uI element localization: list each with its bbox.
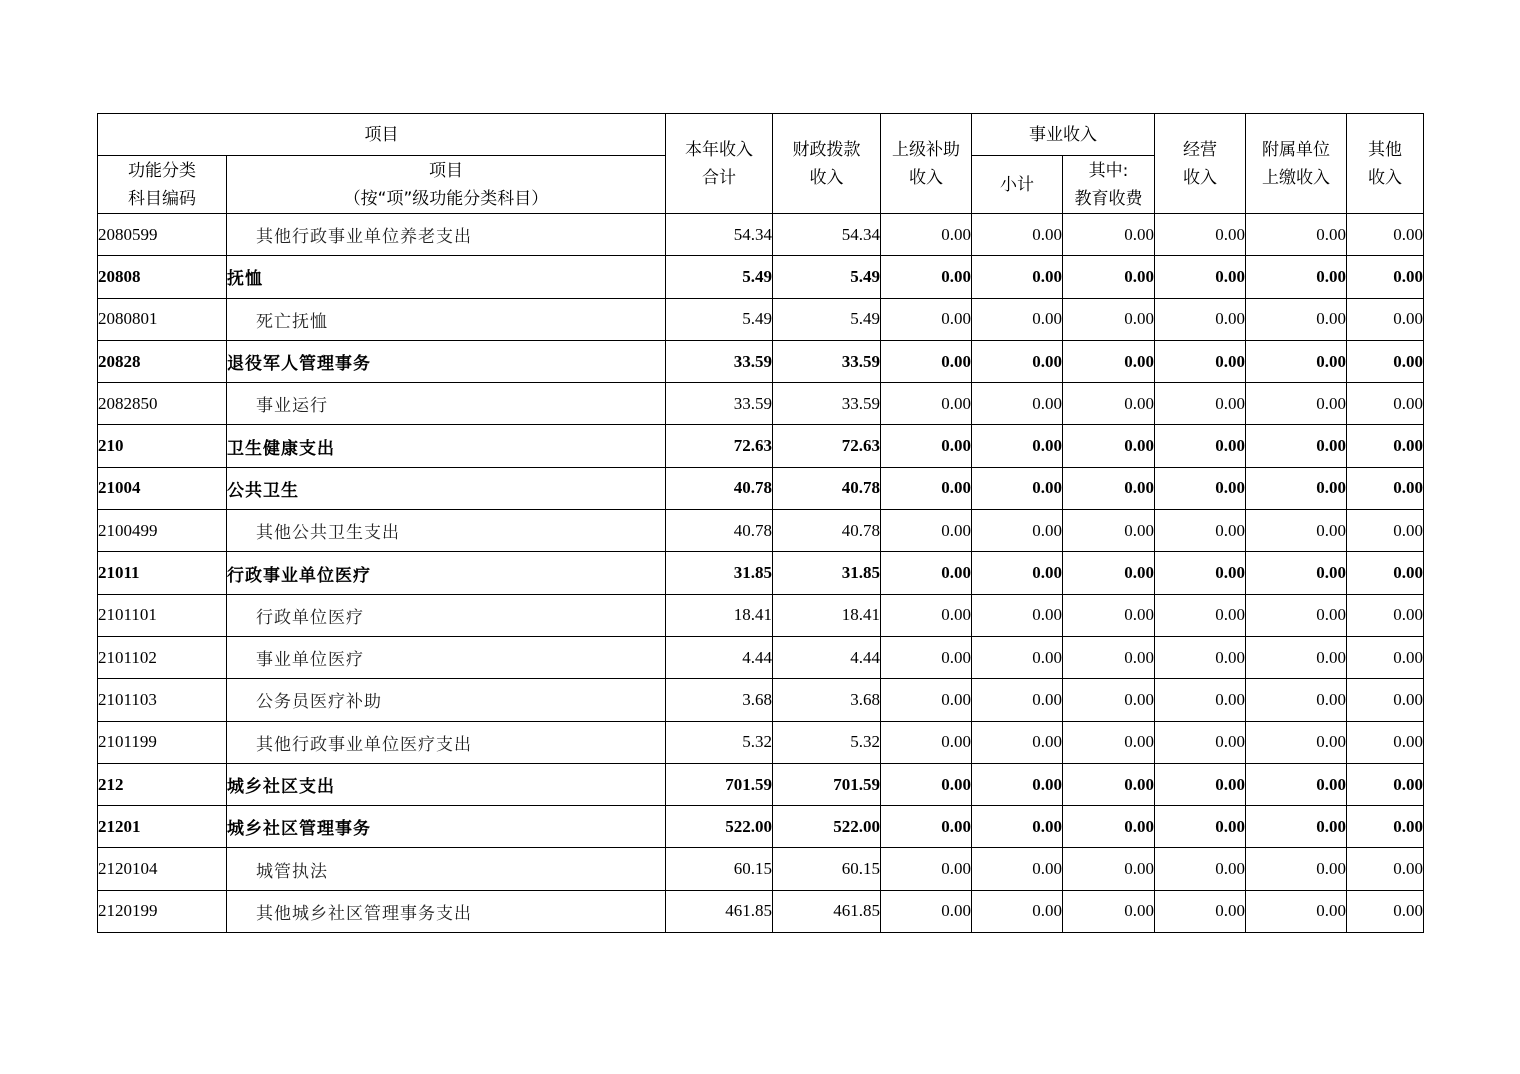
cell-other: 0.00 bbox=[1347, 510, 1424, 552]
cell-upper: 0.00 bbox=[881, 848, 972, 890]
row-name: 公共卫生 bbox=[227, 467, 666, 509]
cell-fiscal: 40.78 bbox=[773, 510, 881, 552]
header-operation-income bbox=[1155, 114, 1246, 214]
cell-fiscal: 3.68 bbox=[773, 679, 881, 721]
table-row bbox=[98, 467, 1424, 509]
cell-fiscal: 72.63 bbox=[773, 425, 881, 467]
row-name: 其他公共卫生支出 bbox=[227, 510, 666, 552]
row-name: 城乡社区支出 bbox=[227, 763, 666, 805]
cell-affiliated: 0.00 bbox=[1246, 890, 1347, 932]
cell-other: 0.00 bbox=[1347, 890, 1424, 932]
cell-education: 0.00 bbox=[1063, 425, 1155, 467]
cell-fiscal: 5.49 bbox=[773, 298, 881, 340]
cell-subtotal: 0.00 bbox=[972, 383, 1063, 425]
header-item-line2: （按“项”级功能分类科目） bbox=[343, 188, 549, 209]
row-code: 2101101 bbox=[98, 594, 227, 636]
row-code: 21011 bbox=[98, 552, 227, 594]
cell-upper: 0.00 bbox=[881, 383, 972, 425]
header-fiscal-line2: 收入 bbox=[809, 167, 844, 188]
cell-total: 18.41 bbox=[666, 594, 773, 636]
cell-education: 0.00 bbox=[1063, 763, 1155, 805]
cell-education: 0.00 bbox=[1063, 214, 1155, 256]
cell-affiliated: 0.00 bbox=[1246, 552, 1347, 594]
header-other-line1: 其他 bbox=[1368, 139, 1402, 160]
table-row bbox=[98, 594, 1424, 636]
cell-operation: 0.00 bbox=[1155, 214, 1246, 256]
cell-total: 33.59 bbox=[666, 383, 773, 425]
cell-subtotal: 0.00 bbox=[972, 594, 1063, 636]
header-edu-line2: 教育收费 bbox=[1074, 188, 1143, 209]
cell-total: 5.32 bbox=[666, 721, 773, 763]
header-fiscal-income bbox=[773, 114, 881, 214]
cell-education: 0.00 bbox=[1063, 848, 1155, 890]
cell-upper: 0.00 bbox=[881, 552, 972, 594]
cell-upper: 0.00 bbox=[881, 594, 972, 636]
cell-other: 0.00 bbox=[1347, 467, 1424, 509]
row-code: 20828 bbox=[98, 340, 227, 382]
cell-education: 0.00 bbox=[1063, 552, 1155, 594]
cell-total: 5.49 bbox=[666, 298, 773, 340]
cell-affiliated: 0.00 bbox=[1246, 340, 1347, 382]
cell-other: 0.00 bbox=[1347, 298, 1424, 340]
cell-affiliated: 0.00 bbox=[1246, 510, 1347, 552]
table-row bbox=[98, 679, 1424, 721]
cell-fiscal: 40.78 bbox=[773, 467, 881, 509]
table-header bbox=[98, 114, 1424, 214]
row-name: 行政事业单位医疗 bbox=[227, 552, 666, 594]
cell-operation: 0.00 bbox=[1155, 763, 1246, 805]
cell-other: 0.00 bbox=[1347, 594, 1424, 636]
row-name: 城管执法 bbox=[227, 848, 666, 890]
cell-total: 5.49 bbox=[666, 256, 773, 298]
table-row bbox=[98, 214, 1424, 256]
cell-upper: 0.00 bbox=[881, 467, 972, 509]
cell-subtotal: 0.00 bbox=[972, 552, 1063, 594]
cell-education: 0.00 bbox=[1063, 256, 1155, 298]
header-upper-subsidy bbox=[881, 114, 972, 214]
cell-total: 461.85 bbox=[666, 890, 773, 932]
row-name: 抚恤 bbox=[227, 256, 666, 298]
cell-subtotal: 0.00 bbox=[972, 467, 1063, 509]
table-row bbox=[98, 721, 1424, 763]
cell-fiscal: 5.49 bbox=[773, 256, 881, 298]
cell-other: 0.00 bbox=[1347, 806, 1424, 848]
row-code: 2120199 bbox=[98, 890, 227, 932]
header-affiliated-income bbox=[1246, 114, 1347, 214]
cell-upper: 0.00 bbox=[881, 763, 972, 805]
table-row bbox=[98, 552, 1424, 594]
row-name: 城乡社区管理事务 bbox=[227, 806, 666, 848]
cell-affiliated: 0.00 bbox=[1246, 467, 1347, 509]
table-row bbox=[98, 763, 1424, 805]
cell-operation: 0.00 bbox=[1155, 636, 1246, 678]
row-code: 21201 bbox=[98, 806, 227, 848]
row-name: 其他城乡社区管理事务支出 bbox=[227, 890, 666, 932]
cell-other: 0.00 bbox=[1347, 340, 1424, 382]
row-code: 2080599 bbox=[98, 214, 227, 256]
cell-fiscal: 4.44 bbox=[773, 636, 881, 678]
cell-total: 54.34 bbox=[666, 214, 773, 256]
row-name: 事业运行 bbox=[227, 383, 666, 425]
header-operation-line2: 收入 bbox=[1183, 167, 1217, 188]
cell-upper: 0.00 bbox=[881, 890, 972, 932]
cell-upper: 0.00 bbox=[881, 298, 972, 340]
header-business-income: 事业收入 bbox=[972, 114, 1155, 156]
cell-affiliated: 0.00 bbox=[1246, 848, 1347, 890]
header-item-line1: 项目 bbox=[429, 160, 463, 181]
cell-upper: 0.00 bbox=[881, 510, 972, 552]
header-operation-line1: 经营 bbox=[1183, 139, 1217, 160]
header-education-fee bbox=[1063, 156, 1155, 214]
row-code: 2101103 bbox=[98, 679, 227, 721]
row-name: 退役军人管理事务 bbox=[227, 340, 666, 382]
cell-affiliated: 0.00 bbox=[1246, 721, 1347, 763]
cell-subtotal: 0.00 bbox=[972, 890, 1063, 932]
cell-total: 72.63 bbox=[666, 425, 773, 467]
cell-affiliated: 0.00 bbox=[1246, 636, 1347, 678]
cell-fiscal: 522.00 bbox=[773, 806, 881, 848]
cell-subtotal: 0.00 bbox=[972, 256, 1063, 298]
header-fiscal-line1: 财政拨款 bbox=[792, 139, 861, 160]
header-subtotal: 小计 bbox=[972, 156, 1063, 214]
row-name: 行政单位医疗 bbox=[227, 594, 666, 636]
cell-fiscal: 31.85 bbox=[773, 552, 881, 594]
cell-subtotal: 0.00 bbox=[972, 298, 1063, 340]
cell-other: 0.00 bbox=[1347, 214, 1424, 256]
cell-operation: 0.00 bbox=[1155, 721, 1246, 763]
cell-affiliated: 0.00 bbox=[1246, 256, 1347, 298]
cell-fiscal: 60.15 bbox=[773, 848, 881, 890]
header-affiliated-line1: 附属单位 bbox=[1262, 139, 1330, 160]
cell-total: 701.59 bbox=[666, 763, 773, 805]
cell-subtotal: 0.00 bbox=[972, 425, 1063, 467]
row-code: 2101199 bbox=[98, 721, 227, 763]
header-total-income bbox=[666, 114, 773, 214]
row-name: 死亡抚恤 bbox=[227, 298, 666, 340]
cell-upper: 0.00 bbox=[881, 256, 972, 298]
cell-affiliated: 0.00 bbox=[1246, 806, 1347, 848]
header-row-1 bbox=[98, 114, 1424, 156]
table-row bbox=[98, 340, 1424, 382]
cell-education: 0.00 bbox=[1063, 890, 1155, 932]
cell-fiscal: 701.59 bbox=[773, 763, 881, 805]
row-name: 卫生健康支出 bbox=[227, 425, 666, 467]
table-row bbox=[98, 890, 1424, 932]
cell-total: 522.00 bbox=[666, 806, 773, 848]
table-row bbox=[98, 636, 1424, 678]
header-total-line1: 本年收入 bbox=[685, 139, 753, 160]
table-row bbox=[98, 383, 1424, 425]
cell-operation: 0.00 bbox=[1155, 594, 1246, 636]
header-total-line2: 合计 bbox=[702, 167, 736, 188]
row-code: 2101102 bbox=[98, 636, 227, 678]
cell-education: 0.00 bbox=[1063, 510, 1155, 552]
table-row bbox=[98, 298, 1424, 340]
cell-total: 31.85 bbox=[666, 552, 773, 594]
cell-upper: 0.00 bbox=[881, 806, 972, 848]
row-code: 210 bbox=[98, 425, 227, 467]
income-budget-table bbox=[97, 113, 1424, 933]
cell-subtotal: 0.00 bbox=[972, 510, 1063, 552]
cell-operation: 0.00 bbox=[1155, 890, 1246, 932]
cell-operation: 0.00 bbox=[1155, 510, 1246, 552]
cell-total: 40.78 bbox=[666, 467, 773, 509]
cell-total: 60.15 bbox=[666, 848, 773, 890]
row-name: 公务员医疗补助 bbox=[227, 679, 666, 721]
cell-subtotal: 0.00 bbox=[972, 806, 1063, 848]
cell-education: 0.00 bbox=[1063, 636, 1155, 678]
cell-upper: 0.00 bbox=[881, 679, 972, 721]
row-code: 21004 bbox=[98, 467, 227, 509]
header-code-line1: 功能分类 bbox=[128, 160, 196, 181]
cell-subtotal: 0.00 bbox=[972, 636, 1063, 678]
table-row bbox=[98, 256, 1424, 298]
header-upper-line2: 收入 bbox=[909, 167, 943, 188]
cell-education: 0.00 bbox=[1063, 721, 1155, 763]
row-code: 20808 bbox=[98, 256, 227, 298]
cell-affiliated: 0.00 bbox=[1246, 214, 1347, 256]
row-code: 2100499 bbox=[98, 510, 227, 552]
row-code: 2080801 bbox=[98, 298, 227, 340]
cell-subtotal: 0.00 bbox=[972, 214, 1063, 256]
row-code: 2082850 bbox=[98, 383, 227, 425]
table-row bbox=[98, 425, 1424, 467]
cell-upper: 0.00 bbox=[881, 425, 972, 467]
table-row bbox=[98, 848, 1424, 890]
cell-affiliated: 0.00 bbox=[1246, 425, 1347, 467]
row-name: 其他行政事业单位医疗支出 bbox=[227, 721, 666, 763]
row-name: 事业单位医疗 bbox=[227, 636, 666, 678]
cell-subtotal: 0.00 bbox=[972, 340, 1063, 382]
table-body bbox=[98, 214, 1424, 933]
cell-subtotal: 0.00 bbox=[972, 763, 1063, 805]
cell-upper: 0.00 bbox=[881, 214, 972, 256]
cell-operation: 0.00 bbox=[1155, 552, 1246, 594]
cell-education: 0.00 bbox=[1063, 467, 1155, 509]
cell-other: 0.00 bbox=[1347, 679, 1424, 721]
cell-affiliated: 0.00 bbox=[1246, 383, 1347, 425]
cell-upper: 0.00 bbox=[881, 340, 972, 382]
cell-other: 0.00 bbox=[1347, 636, 1424, 678]
cell-other: 0.00 bbox=[1347, 425, 1424, 467]
header-other-line2: 收入 bbox=[1368, 167, 1402, 188]
cell-total: 4.44 bbox=[666, 636, 773, 678]
cell-subtotal: 0.00 bbox=[972, 721, 1063, 763]
cell-subtotal: 0.00 bbox=[972, 848, 1063, 890]
cell-operation: 0.00 bbox=[1155, 806, 1246, 848]
header-project: 项目 bbox=[98, 114, 666, 156]
header-code-line2: 科目编码 bbox=[128, 188, 196, 209]
cell-fiscal: 461.85 bbox=[773, 890, 881, 932]
cell-total: 33.59 bbox=[666, 340, 773, 382]
cell-operation: 0.00 bbox=[1155, 256, 1246, 298]
cell-other: 0.00 bbox=[1347, 848, 1424, 890]
cell-education: 0.00 bbox=[1063, 383, 1155, 425]
cell-fiscal: 5.32 bbox=[773, 721, 881, 763]
cell-fiscal: 33.59 bbox=[773, 383, 881, 425]
row-name: 其他行政事业单位养老支出 bbox=[227, 214, 666, 256]
row-code: 2120104 bbox=[98, 848, 227, 890]
cell-operation: 0.00 bbox=[1155, 425, 1246, 467]
cell-education: 0.00 bbox=[1063, 594, 1155, 636]
row-code: 212 bbox=[98, 763, 227, 805]
cell-other: 0.00 bbox=[1347, 763, 1424, 805]
cell-operation: 0.00 bbox=[1155, 383, 1246, 425]
cell-fiscal: 18.41 bbox=[773, 594, 881, 636]
cell-affiliated: 0.00 bbox=[1246, 298, 1347, 340]
cell-education: 0.00 bbox=[1063, 679, 1155, 721]
cell-upper: 0.00 bbox=[881, 636, 972, 678]
cell-upper: 0.00 bbox=[881, 721, 972, 763]
header-affiliated-line2: 上缴收入 bbox=[1262, 167, 1330, 188]
cell-affiliated: 0.00 bbox=[1246, 594, 1347, 636]
cell-other: 0.00 bbox=[1347, 721, 1424, 763]
cell-fiscal: 54.34 bbox=[773, 214, 881, 256]
cell-operation: 0.00 bbox=[1155, 298, 1246, 340]
cell-affiliated: 0.00 bbox=[1246, 763, 1347, 805]
cell-education: 0.00 bbox=[1063, 298, 1155, 340]
cell-education: 0.00 bbox=[1063, 806, 1155, 848]
table-row bbox=[98, 510, 1424, 552]
cell-education: 0.00 bbox=[1063, 340, 1155, 382]
cell-operation: 0.00 bbox=[1155, 679, 1246, 721]
cell-operation: 0.00 bbox=[1155, 467, 1246, 509]
header-function-code bbox=[98, 156, 227, 214]
cell-total: 3.68 bbox=[666, 679, 773, 721]
cell-fiscal: 33.59 bbox=[773, 340, 881, 382]
header-upper-line1: 上级补助 bbox=[892, 139, 960, 160]
cell-other: 0.00 bbox=[1347, 383, 1424, 425]
header-other-income bbox=[1347, 114, 1424, 214]
cell-operation: 0.00 bbox=[1155, 340, 1246, 382]
cell-other: 0.00 bbox=[1347, 256, 1424, 298]
cell-subtotal: 0.00 bbox=[972, 679, 1063, 721]
cell-other: 0.00 bbox=[1347, 552, 1424, 594]
table-row bbox=[98, 806, 1424, 848]
cell-affiliated: 0.00 bbox=[1246, 679, 1347, 721]
header-edu-line1: 其中: bbox=[1088, 160, 1129, 181]
header-item-name bbox=[227, 156, 666, 214]
cell-operation: 0.00 bbox=[1155, 848, 1246, 890]
cell-total: 40.78 bbox=[666, 510, 773, 552]
